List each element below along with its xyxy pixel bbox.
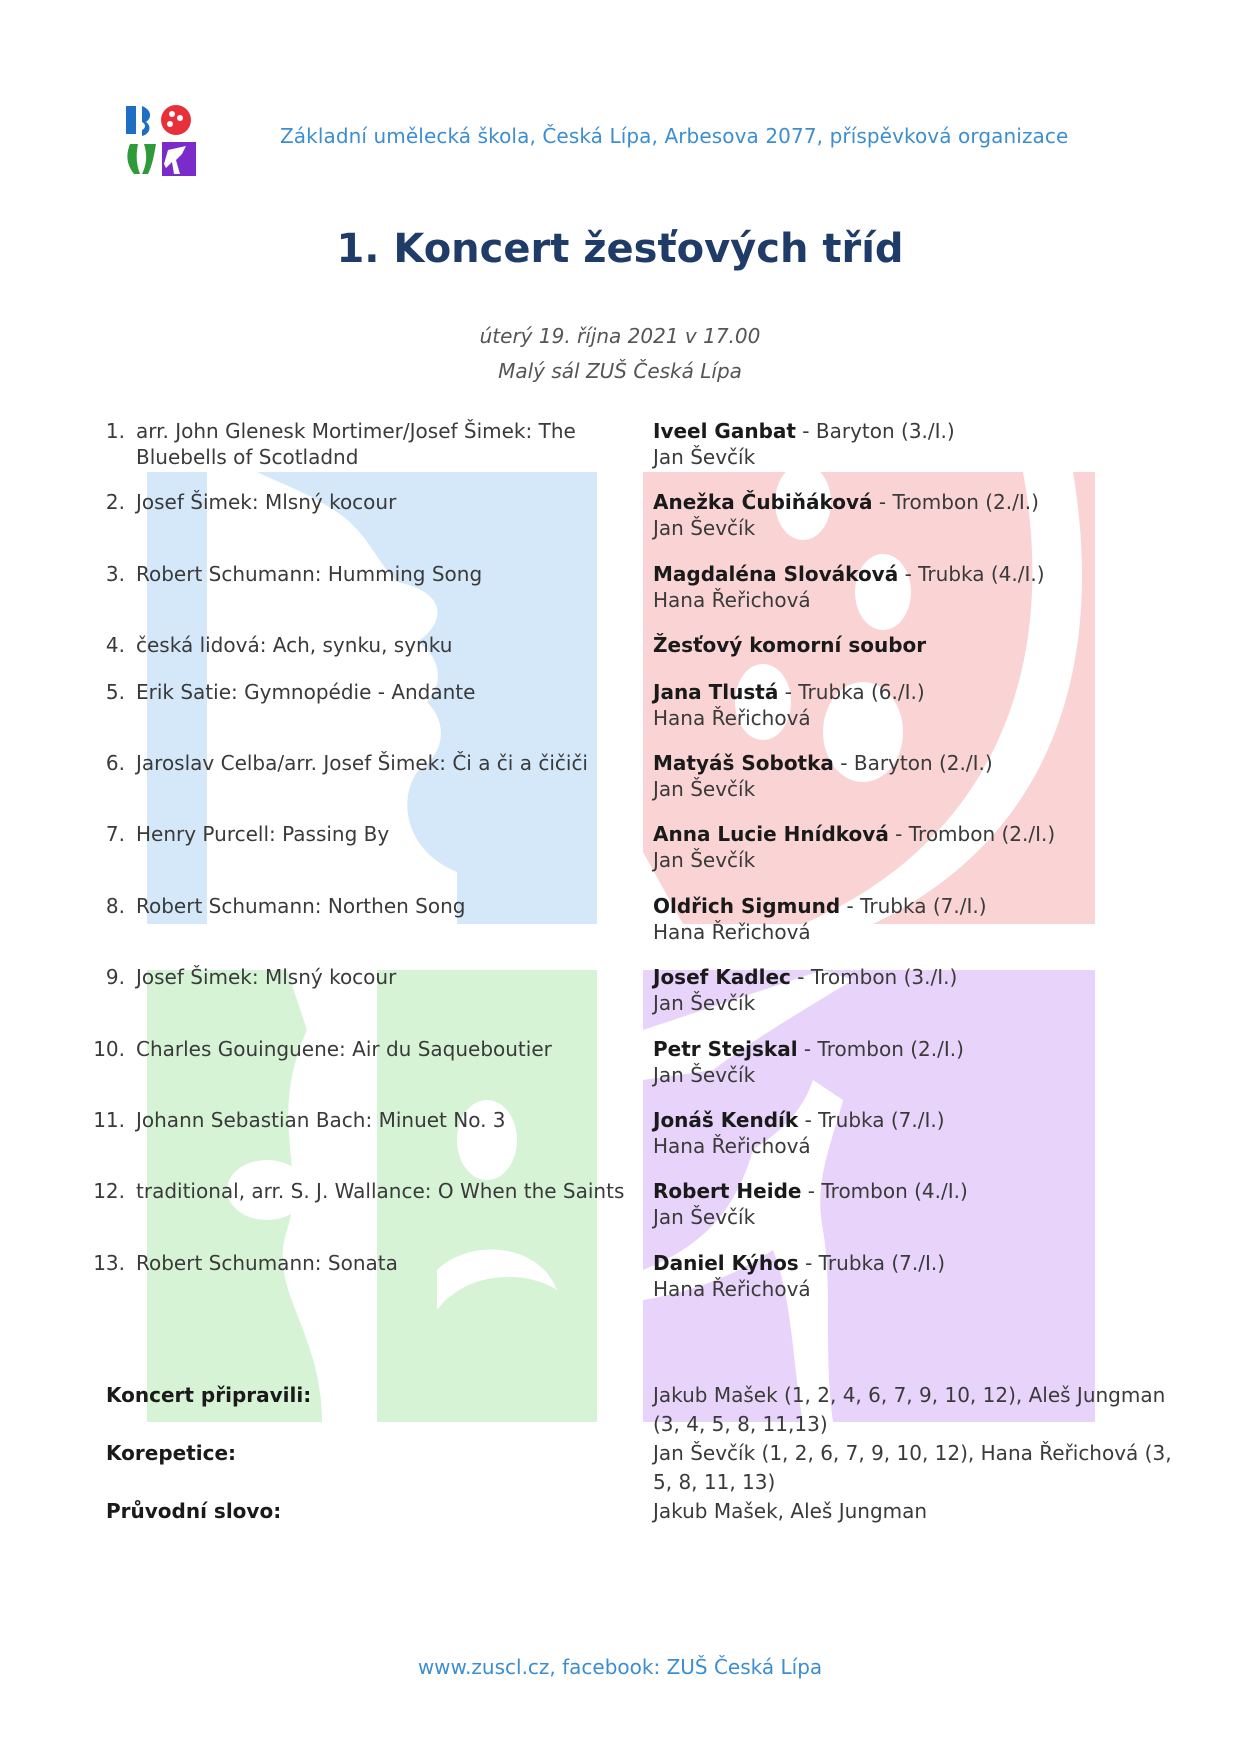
item-piece: Robert Schumann: Humming Song [136, 562, 483, 586]
performer-name: Josef Kadlec [653, 965, 791, 989]
accompanist: Jan Ševčík [653, 1205, 756, 1229]
item-number: 5. [105, 680, 125, 704]
performer-name: Robert Heide [653, 1179, 802, 1203]
item-performer [653, 418, 1213, 470]
performer-detail: - Trombon (2./I.) [797, 1037, 964, 1061]
item-piece: arr. John Glenesk Mortimer/Josef Šimek: The Bluebells of Scotladnd [136, 419, 576, 469]
item-performer [653, 561, 1213, 613]
item-performer [653, 750, 1213, 802]
accompanist: Jan Ševčík [653, 516, 756, 540]
item-number: 4. [105, 633, 125, 657]
performer-name: Anna Lucie Hnídková [653, 822, 889, 846]
item-number: 3. [105, 562, 125, 586]
concert-date: úterý 19. října 2021 v 17.00 [479, 324, 761, 348]
item-performer [653, 679, 1213, 731]
performer-detail: - Trombon (2./I.) [872, 490, 1039, 514]
performer-detail: - Trombon (2./I.) [888, 822, 1056, 846]
item-number: 7. [105, 822, 125, 846]
performer-detail: - Trubka (4./I.) [898, 562, 1045, 586]
item-piece: Robert Schumann: Sonata [136, 1251, 398, 1275]
concert-venue: Malý sál ZUŠ Česká Lípa [498, 359, 742, 383]
item-number: 10. [93, 1037, 125, 1061]
performer-name: Jonáš Kendík [653, 1108, 799, 1132]
performer-name: Magdaléna Slováková [653, 562, 899, 586]
item-piece: Erik Satie: Gymnopédie - Andante [136, 680, 476, 704]
accompanist: Jan Ševčík [653, 991, 756, 1015]
item-performer [653, 1250, 1213, 1302]
credit-value: Jakub Mašek, Aleš Jungman [653, 1499, 928, 1523]
item-piece: Charles Gouinguene: Air du Saqueboutier [136, 1037, 552, 1061]
item-number: 11. [93, 1108, 125, 1132]
performer-name: Daniel Kýhos [653, 1251, 799, 1275]
item-piece: Josef Šimek: Mlsný kocour [136, 965, 397, 989]
performer-name: Anežka Čubiňáková [653, 490, 873, 514]
footer-links: www.zuscl.cz, facebook: ZUŠ Česká Lípa [417, 1655, 823, 1679]
accompanist: Hana Řeřichová [653, 920, 811, 944]
performer-detail: - Trubka (7./I.) [840, 894, 987, 918]
performer-detail: - Trubka (7./I.) [798, 1108, 945, 1132]
item-number: 9. [105, 965, 125, 989]
item-performer [653, 821, 1213, 873]
item-performer [653, 893, 1213, 945]
performer-name: Petr Stejskal [653, 1037, 798, 1061]
credit-label: Korepetice: [106, 1441, 237, 1465]
performer-detail: - Trubka (7./I.) [798, 1251, 946, 1275]
performer-name: Žesťový komorní soubor [653, 633, 927, 657]
page-title: 1. Koncert žesťových tříd [336, 226, 904, 272]
school-logo-icon [124, 104, 196, 176]
item-piece: Henry Purcell: Passing By [136, 822, 390, 846]
item-performer [653, 1036, 1213, 1088]
performer-name: Iveel Ganbat [653, 419, 796, 443]
performer-name: Matyáš Sobotka [653, 751, 834, 775]
item-piece: Johann Sebastian Bach: Minuet No. 3 [136, 1108, 506, 1132]
item-performer [653, 1178, 1213, 1230]
performer-detail: - Trombon (4./I.) [801, 1179, 968, 1203]
accompanist: Jan Ševčík [653, 848, 756, 872]
item-performer [653, 632, 1213, 658]
item-number: 13. [93, 1251, 125, 1275]
accompanist: Hana Řeřichová [653, 1277, 811, 1301]
credit-value: Jan Ševčík (1, 2, 6, 7, 9, 10, 12), Hana Řeřichová (3, 5, 8, 11, 13) [653, 1441, 1172, 1494]
item-performer [653, 964, 1213, 1016]
credit-label: Průvodní slovo: [106, 1499, 282, 1523]
performer-name: Jana Tlustá [653, 680, 779, 704]
accompanist: Hana Řeřichová [653, 588, 811, 612]
item-number: 8. [105, 894, 125, 918]
item-piece: Robert Schumann: Northen Song [136, 894, 466, 918]
performer-name: Oldřich Sigmund [653, 894, 841, 918]
accompanist: Jan Ševčík [653, 1063, 756, 1087]
item-number: 1. [105, 419, 125, 443]
performer-detail: - Trombon (3./I.) [790, 965, 958, 989]
performer-detail: - Trubka (6./I.) [778, 680, 925, 704]
accompanist: Hana Řeřichová [653, 706, 811, 730]
item-performer [653, 1107, 1213, 1159]
item-piece: Jaroslav Celba/arr. Josef Šimek: Či a či a čičiči [136, 751, 588, 775]
item-piece: česká lidová: Ach, synku, synku [136, 633, 453, 657]
performer-detail: - Baryton (3./I.) [795, 419, 955, 443]
credit-value: Jakub Mašek (1, 2, 4, 6, 7, 9, 10, 12), Aleš Jungman (3, 4, 5, 8, 11,13) [653, 1383, 1166, 1436]
item-number: 2. [105, 490, 125, 514]
accompanist: Jan Ševčík [653, 777, 756, 801]
credit-label: Koncert připravili: [106, 1383, 312, 1407]
accompanist: Jan Ševčík [653, 445, 756, 469]
item-number: 6. [105, 751, 125, 775]
performer-detail: - Baryton (2./I.) [833, 751, 993, 775]
accompanist: Hana Řeřichová [653, 1134, 811, 1158]
item-piece: traditional, arr. S. J. Wallance: O When the Saints [136, 1179, 625, 1203]
school-logo [124, 104, 196, 176]
item-performer [653, 489, 1213, 541]
school-name: Základní umělecká škola, Česká Lípa, Arbesova 2077, příspěvková organizace [280, 124, 1069, 148]
item-piece: Josef Šimek: Mlsný kocour [136, 490, 397, 514]
item-number: 12. [93, 1179, 125, 1203]
